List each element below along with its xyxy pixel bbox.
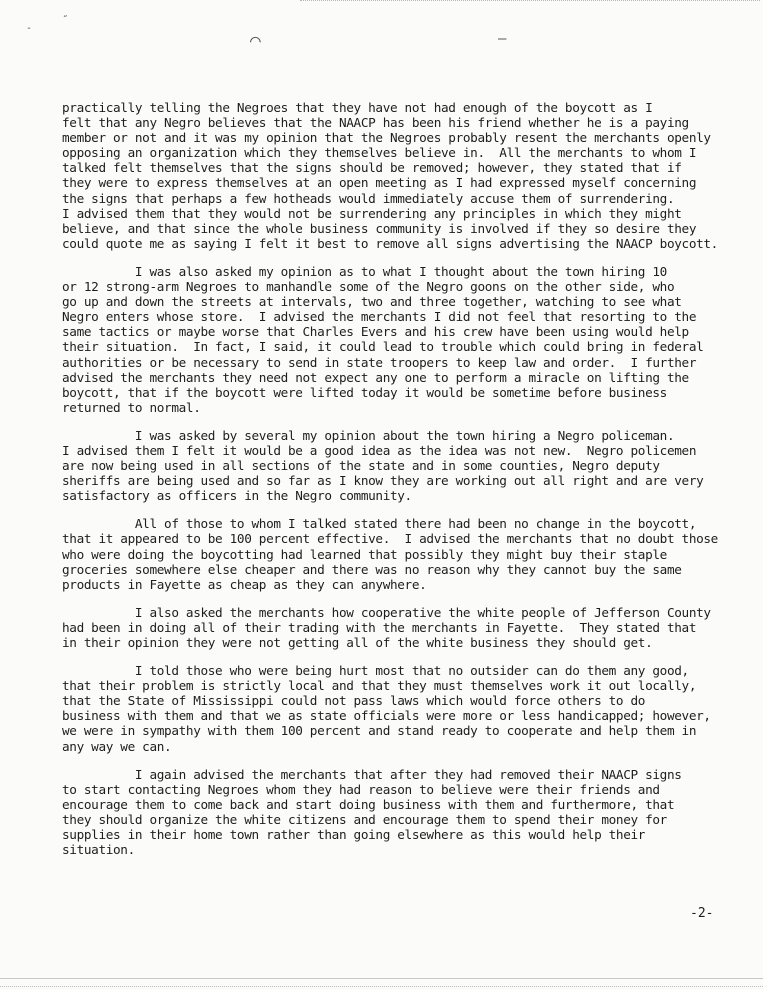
top-edge-dots — [300, 0, 760, 5]
text-line: member or not and it was my opinion that the Negroes probably resent the merchants openly — [62, 130, 711, 146]
text-line: I told those who were being hurt most that no outsider can do them any good, — [62, 663, 689, 679]
text-line: could quote me as saying I felt it best to remove all signs advertising the NAACP boycott. — [62, 235, 718, 251]
text-line: are now being used in all sections of the state and in some counties, Negro deputy — [62, 458, 660, 474]
document-body — [62, 100, 762, 870]
bottom-edge-line — [0, 978, 763, 979]
text-line: any way we can. — [62, 738, 172, 754]
paragraph-1 — [62, 100, 762, 251]
paragraph-7 — [62, 767, 762, 858]
text-line: who were doing the boycotting had learned that possibly they might buy their staple — [62, 546, 667, 562]
text-line: authorities or be necessary to send in state troopers to keep law and order. I further — [62, 354, 697, 370]
text-line: advised the merchants they need not expect any one to perform a miracle on lifting the — [62, 369, 689, 385]
paragraph-3 — [62, 428, 762, 503]
text-line: sheriffs are being used and so far as I know they are working out all right and are very — [62, 473, 704, 489]
text-line: believe, and that since the whole business community is involved if they so desire they — [62, 220, 697, 236]
text-line: in their opinion they were not getting all of the white business they should get. — [62, 635, 653, 650]
text-line: I advised them that they would not be surrendering any principles in which they might — [62, 205, 682, 221]
text-line: I was asked by several my opinion about the town hiring a Negro policeman. — [62, 427, 675, 443]
stray-mark: ⌒ — [250, 30, 261, 51]
text-line: we were in sympathy with them 100 percent and stand ready to cooperate and help them in — [62, 723, 697, 739]
text-line: business with them and that we as state officials were more or less handicapped; however, — [62, 708, 711, 724]
page-number: -2- — [690, 906, 714, 921]
text-line: I was also asked my opinion as to what I thought about the town hiring 10 — [62, 263, 667, 279]
text-line: satisfactory as officers in the Negro community. — [62, 488, 412, 504]
text-line: products in Fayette as cheap as they can anywhere. — [62, 576, 427, 592]
text-line: they were to express themselves at an open meeting as I had expressed myself concerning — [62, 175, 697, 191]
text-line: I again advised the merchants that after they had removed their NAACP signs — [62, 766, 682, 782]
text-line: All of those to whom I talked stated there had been no change in the boycott, — [62, 516, 697, 532]
text-line: or 12 strong-arm Negroes to manhandle some of the Negro goons on the other side, who — [62, 279, 675, 295]
text-line: supplies in their home town rather than going elsewhere as this would help their — [62, 827, 646, 843]
bottom-edge-dots — [0, 986, 763, 987]
text-line: that it appeared to be 100 percent effective. I advised the merchants that no doubt those — [62, 531, 718, 547]
text-line: felt that any Negro believes that the NAACP has been his friend whether he is a paying — [62, 115, 689, 131]
text-line: I advised them I felt it would be a good idea as the idea was not new. Negro policemen — [62, 442, 697, 458]
text-line: that the State of Mississippi could not pass laws which would force others to do — [62, 693, 646, 709]
paragraph-6 — [62, 663, 762, 754]
stray-mark: – — [498, 31, 507, 47]
text-line: situation. — [62, 842, 135, 858]
text-line: they should organize the white citizens and encourage them to spend their money for — [62, 811, 667, 827]
text-line: encourage them to come back and start doing business with them and furthermore, that — [62, 796, 675, 812]
paragraph-2 — [62, 264, 762, 415]
stray-mark: ˝ — [62, 15, 69, 26]
text-line: talked felt themselves that the signs should be removed; however, they stated that if — [62, 160, 682, 176]
text-line: I also asked the merchants how cooperative the white people of Jefferson County — [62, 604, 711, 620]
text-line: had been in doing all of their trading with the merchants in Fayette. They stated that — [62, 619, 697, 635]
text-line: practically telling the Negroes that they have not had enough of the boycott as I — [62, 100, 653, 115]
text-line: returned to normal. — [62, 399, 201, 415]
text-line: boycott, that if the boycott were lifted today it would be sometime before business — [62, 384, 667, 400]
stray-mark: - — [26, 23, 33, 34]
text-line: opposing an organization which they themselves believe in. All the merchants to whom I — [62, 145, 697, 161]
text-line: same tactics or maybe worse that Charles Evers and his crew have been using would help — [62, 324, 689, 340]
paragraph-5 — [62, 605, 762, 650]
text-line: the signs that perhaps a few hotheads would immediately accuse them of surrendering. — [62, 190, 675, 206]
text-line: their situation. In fact, I said, it could lead to trouble which could bring in federal — [62, 339, 704, 355]
text-line: to start contacting Negroes whom they had reason to believe were their friends and — [62, 781, 660, 797]
text-line: that their problem is strictly local and that they must themselves work it out locally, — [62, 678, 697, 694]
paragraph-4 — [62, 516, 762, 591]
text-line: groceries somewhere else cheaper and there was no reason why they cannot buy the same — [62, 561, 682, 577]
text-line: go up and down the streets at intervals, two and three together, watching to see what — [62, 294, 682, 310]
text-line: Negro enters whose store. I advised the merchants I did not feel that resorting to the — [62, 309, 697, 325]
